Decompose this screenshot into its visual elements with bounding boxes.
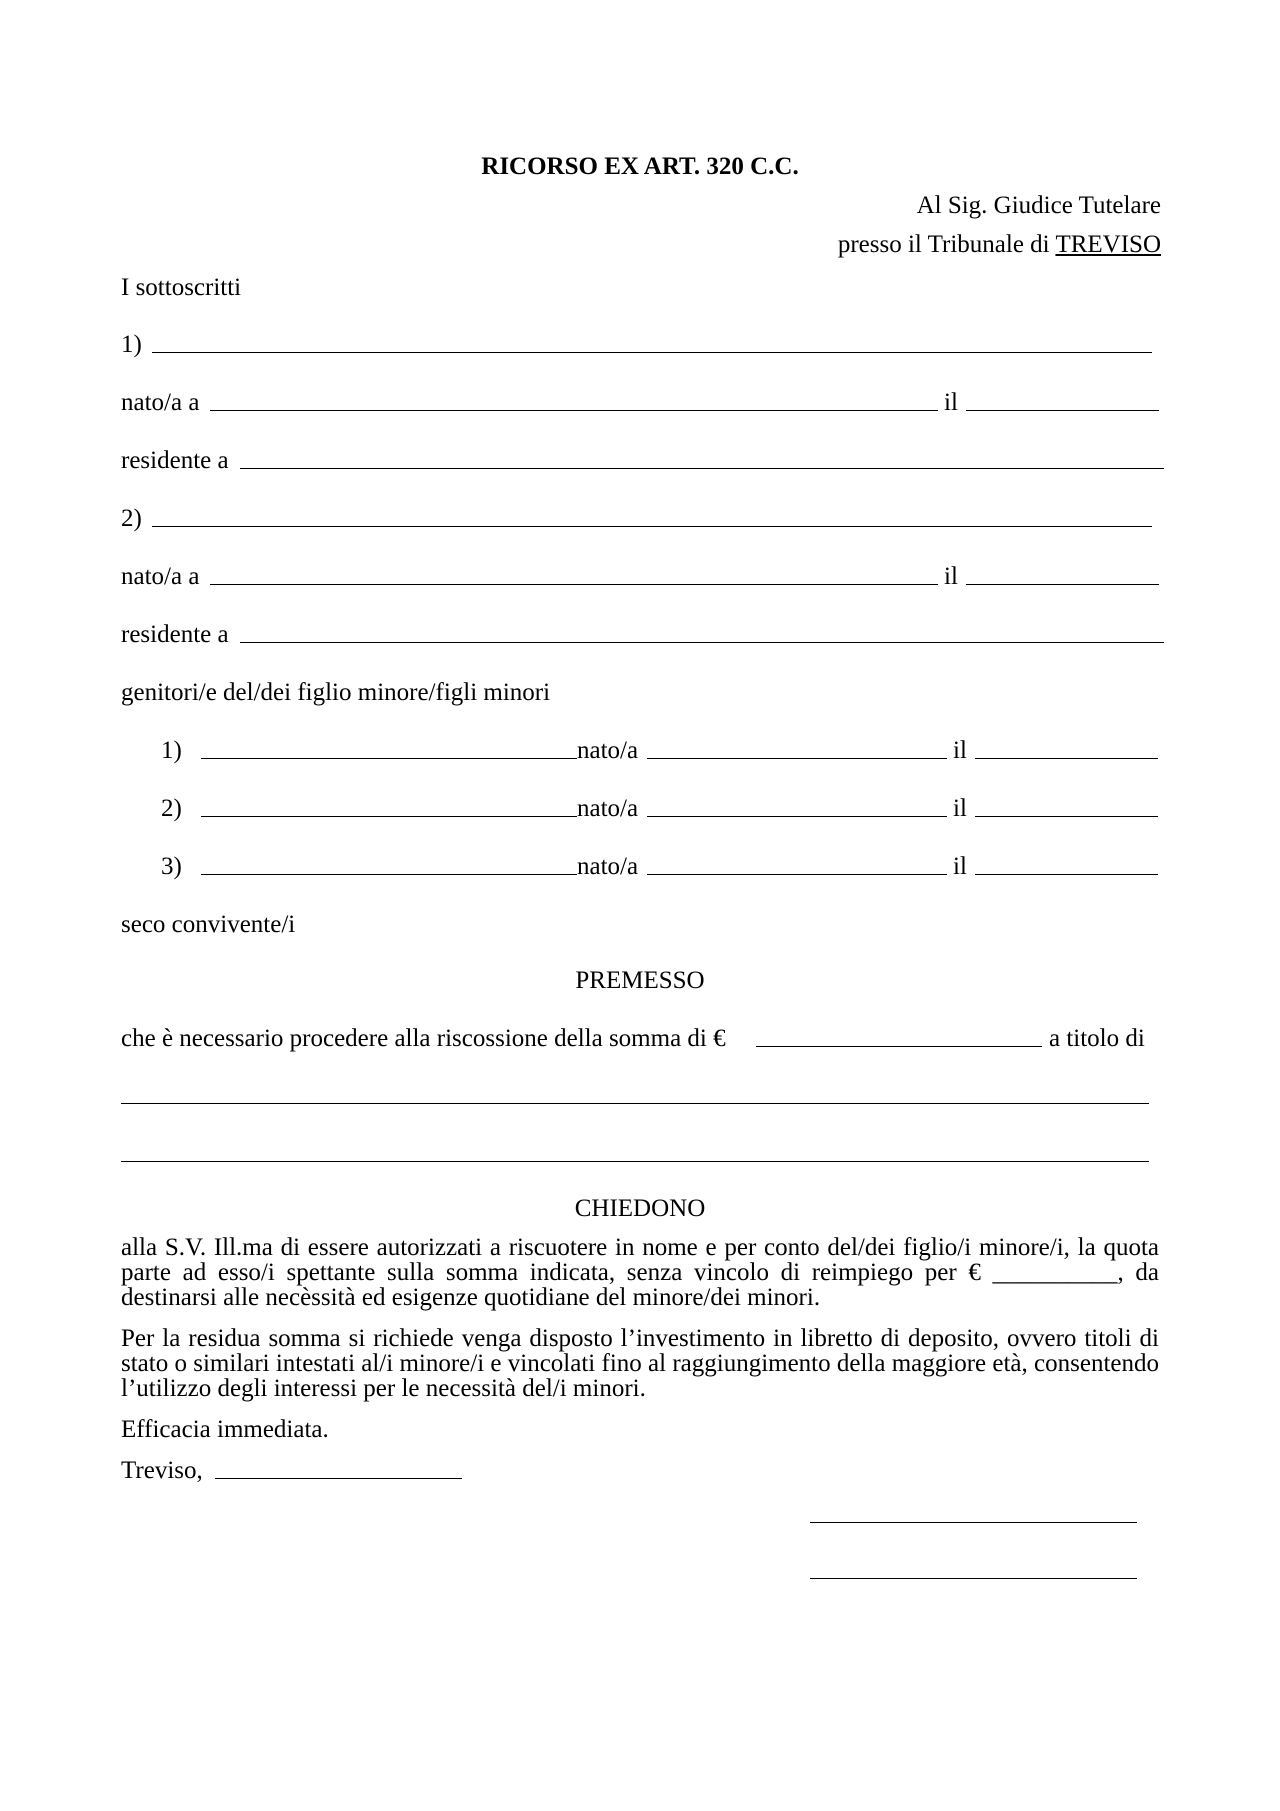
document-title: RICORSO EX ART. 320 C.C. <box>481 153 799 180</box>
child1-birthdate-line[interactable] <box>975 758 1158 759</box>
addressee-line-1: Al Sig. Giudice Tutelare <box>916 192 1161 219</box>
residual-paragraph-text: Per la residua somma si richiede venga disposto l’investimento in libretto di deposito, ovvero titoli di stato o similari intestati al/i minore/i e vincolati fino al raggiungimento della maggiore età, consentendo l’utilizzo degli interessi per le necessità del/i minori. <box>121 1325 1159 1402</box>
request-paragraph <box>121 1235 1159 1310</box>
request-heading: CHIEDONO <box>574 1195 706 1222</box>
premise-text: che è necessario procedere alla riscossione della somma di € <box>121 1025 726 1052</box>
signature-line-2[interactable] <box>810 1578 1137 1579</box>
child1-name-line[interactable] <box>201 758 577 759</box>
child3-date-label: il <box>953 853 967 880</box>
parents-of-text: genitori/e del/dei figlio minore/figli minori <box>121 679 551 706</box>
child3-birthplace-line[interactable] <box>647 874 947 875</box>
reason-line-1[interactable] <box>121 1103 1149 1104</box>
child2-born-label: nato/a <box>577 795 639 822</box>
intro-text: I sottoscritti <box>121 274 242 301</box>
efficacy-text: Efficacia immediata. <box>121 1416 329 1443</box>
parent2-residence-line[interactable] <box>240 642 1164 643</box>
addressee-city: TREVISO <box>1055 231 1161 258</box>
signature-line-1[interactable] <box>810 1522 1137 1523</box>
child1-birthplace-line[interactable] <box>647 758 947 759</box>
parent1-birthdate-line[interactable] <box>966 410 1159 411</box>
child2-birthdate-line[interactable] <box>975 816 1158 817</box>
premise-suffix: a titolo di <box>1049 1025 1145 1052</box>
cohabiting-text: seco convivente/i <box>121 911 296 938</box>
parent1-birthplace-line[interactable] <box>210 410 938 411</box>
child1-number: 1) <box>161 737 182 764</box>
date-line[interactable] <box>215 1478 462 1479</box>
parent1-born-label: nato/a a <box>121 389 200 416</box>
amount-line[interactable] <box>756 1046 1042 1047</box>
child2-birthplace-line[interactable] <box>647 816 947 817</box>
parent1-residence-line[interactable] <box>240 468 1164 469</box>
parent1-date-label: il <box>944 389 958 416</box>
child2-name-line[interactable] <box>201 816 577 817</box>
parent2-resident-label: residente a <box>121 621 229 648</box>
parent2-birthplace-line[interactable] <box>210 584 938 585</box>
reason-line-2[interactable] <box>121 1161 1149 1162</box>
addressee-prefix: presso il Tribunale di <box>837 231 1056 258</box>
residual-paragraph <box>121 1326 1159 1401</box>
child3-birthdate-line[interactable] <box>975 874 1158 875</box>
child1-born-label: nato/a <box>577 737 639 764</box>
parent2-label: 2) <box>121 505 142 532</box>
child3-born-label: nato/a <box>577 853 639 880</box>
child3-number: 3) <box>161 853 182 880</box>
parent2-born-label: nato/a a <box>121 563 200 590</box>
parent1-label: 1) <box>121 331 142 358</box>
parent2-name-line[interactable] <box>152 526 1152 527</box>
child2-number: 2) <box>161 795 182 822</box>
place-label: Treviso, <box>121 1457 203 1484</box>
parent2-date-label: il <box>944 563 958 590</box>
child3-name-line[interactable] <box>201 874 577 875</box>
parent2-birthdate-line[interactable] <box>966 584 1159 585</box>
addressee-line-2 <box>838 232 1161 257</box>
request-paragraph-text: alla S.V. Ill.ma di essere autorizzati a riscuotere in nome e per conto del/dei figlio/i minore/i, la quota parte ad esso/i spettante sulla somma indicata, senza vincolo di reimpiego per € __________, da destinarsi alle necèssità ed esigenze quotidiane del minore/dei minori. <box>121 1234 1159 1311</box>
child1-date-label: il <box>953 737 967 764</box>
child2-date-label: il <box>953 795 967 822</box>
parent1-resident-label: residente a <box>121 447 229 474</box>
premise-heading: PREMESSO <box>575 967 705 994</box>
parent1-name-line[interactable] <box>152 352 1152 353</box>
